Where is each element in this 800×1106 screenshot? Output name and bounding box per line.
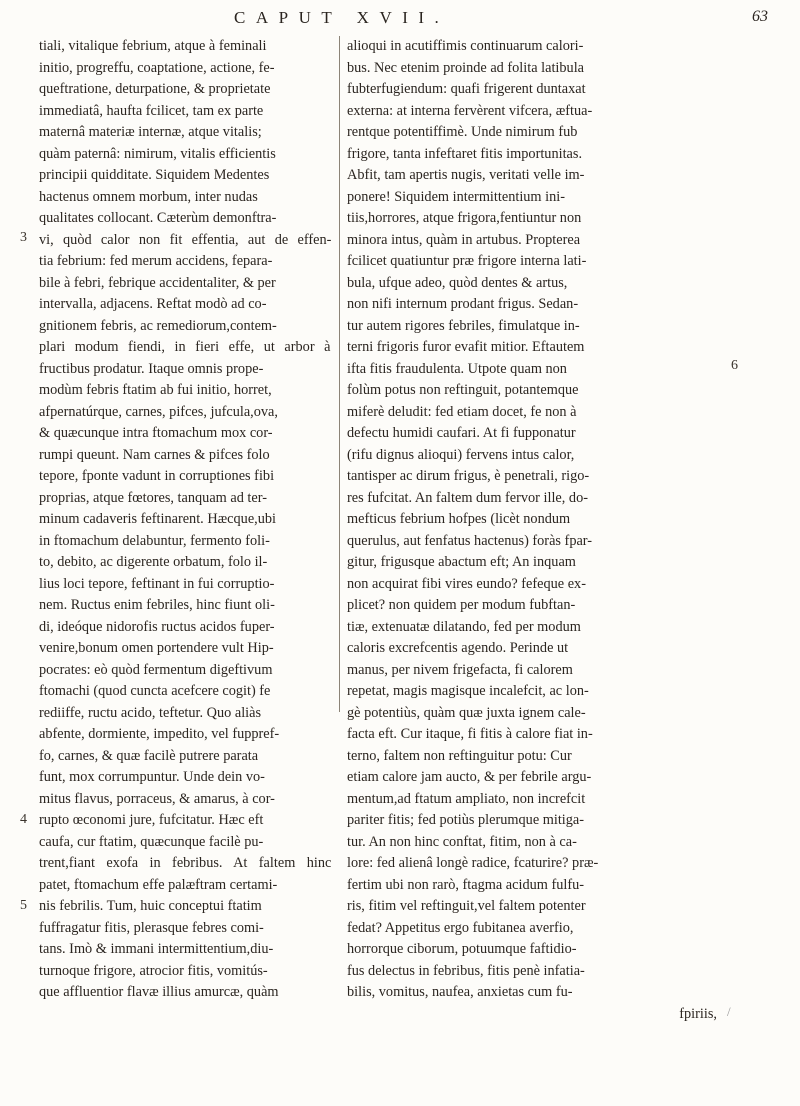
text-line: rupto œconomi jure, fufcitatur. Hæc eft [39, 812, 264, 828]
text-line: bus. Nec etenim proinde ad folita latibula [347, 59, 585, 76]
text-line: immediatâ, haufta fcilicet, tam ex parte [39, 102, 264, 119]
text-line: tantisper ac dirum frigus, è penetrali, rigo- [347, 468, 590, 484]
text-line: queftratione, deturpatione, & proprietate [39, 81, 271, 97]
margin-number: 3 [20, 230, 27, 245]
text-line: tur. An non hinc conftat, fitim, non à ca- [347, 833, 577, 850]
left-column [39, 36, 331, 1004]
text-line: manus, per nivem frigefacta, fi calorem [347, 661, 573, 678]
text-line: folùm potus non reftinguit, potantemque [347, 382, 579, 398]
text-line: maternâ materiæ internæ, atque vitalis; [39, 124, 262, 140]
text-line: proprias, atque fœtores, tanquam ad ter- [39, 489, 267, 506]
text-line: caufa, cur ftatim, quæcunque facilè pu- [39, 833, 264, 850]
text-line: terni frigoris furor evafit mitior. Eftautem [347, 339, 585, 355]
text-line: rentque potentiffimè. Unde nimirum fub [347, 124, 578, 140]
text-line: minum cadaveris feftinarent. Hæcque,ubi [39, 511, 277, 527]
text-line: fructibus prodatur. Itaque omnis prope- [39, 360, 264, 377]
text-line: mentum,ad ftatum ampliato, non increfcit [347, 790, 586, 807]
text-line: fedat? Appetitus ergo fubitanea averfio, [347, 919, 574, 936]
text-line: initio, progreffu, coaptatione, actione, fe- [39, 59, 275, 76]
text-line: quàm paternâ: nimirum, vitalis efficientis [39, 145, 276, 162]
text-line: (rifu dignus alioqui) fervens intus calor, [347, 446, 575, 463]
text-line: minora intus, quàm in artubus. Propterea [347, 231, 581, 248]
text-line: fpiriis, [679, 1005, 717, 1022]
margin-number: 5 [20, 898, 27, 913]
text-line: tiali, vitalique febrium, atque à feminali [39, 38, 267, 54]
text-line: bilis, vomitus, naufea, anxietas cum fu- [347, 984, 573, 1000]
text-line: fertim ubi non rarò, ftagma acidum fulfu- [347, 876, 585, 893]
text-line: tepore, fponte vadunt in corruptiones fibi [39, 468, 275, 484]
text-line: non nifi internum prodant frigus. Sedan- [347, 296, 579, 312]
stray-mark: / [727, 1004, 731, 1019]
text-line: nem. Ructus enim febriles, hinc fiunt oli- [39, 597, 275, 613]
margin-number: 4 [20, 812, 27, 827]
text-line: gè potentiùs, quàm quæ juxta ignem cale- [347, 704, 586, 721]
text-line: alioqui in acutiffimis continuarum calori- [347, 38, 584, 54]
text-line: rediiffe, ructu acido, teftetur. Quo aliàs [39, 704, 262, 721]
text-line: intervalla, adjacens. Reftat modò ad co- [39, 296, 267, 312]
text-line: in ftomachum delabuntur, fermento foli- [39, 532, 270, 549]
margin-number: 6 [731, 358, 738, 373]
text-line: di, ideóque nidorofis ructus acidos fuper- [39, 618, 275, 635]
text-line: qualitates collocant. Cæterùm demonftra- [39, 210, 277, 226]
text-line: fo, carnes, & quæ facilè putrere parata [39, 747, 259, 764]
text-line: funt, mox corrumpuntur. Unde dein vo- [39, 769, 265, 785]
text-line: fcilicet quatiuntur præ frigore interna lati- [347, 253, 587, 269]
text-line: Abfit, tam apertis nugis, veritati velle im- [347, 167, 585, 183]
text-line: facta eft. Cur itaque, fi fitis à calore fiat in- [347, 726, 593, 742]
page-number: 63 [752, 8, 768, 25]
right-column [347, 36, 717, 1025]
text-line: externa: at interna fervèrent vifcera, æftua- [347, 102, 593, 119]
text-line: abfente, dormiente, impedito, vel fuppref- [39, 726, 280, 742]
text-line: res fufcitat. An faltem dum fervor ille, do- [347, 489, 588, 506]
text-line: plicet? non quidem per modum fubftan- [347, 597, 576, 613]
text-line: miferè deludit: fed etiam docet, fe non à [347, 403, 577, 420]
text-line: ponere! Siquidem intermittentium ini- [347, 188, 565, 205]
text-line: etiam calore jam aucto, & per febrile argu- [347, 769, 592, 785]
text-line: tur autem rigores febriles, fimulatque in- [347, 317, 580, 334]
text-line: fus delectus in febribus, fitis penè infatia- [347, 962, 585, 979]
text-line: ris, fitim vel reftinguit,vel faltem potenter [347, 898, 586, 914]
text-line: fubterfugiendum: quafi frigerent duntaxat [347, 81, 586, 97]
text-line: principii quidditate. Siquidem Medentes [39, 167, 270, 183]
text-line: tiæ, extenuatæ dilatando, fed per modum [347, 618, 581, 635]
text-line: turnoque frigore, atrocior fitis, vomitús- [39, 962, 268, 979]
text-line: querulus, aut fenfatus hactenus) foràs fpar- [347, 532, 593, 549]
text-line: nis febrilis. Tum, huic conceptui ftatim [39, 898, 262, 914]
text-line: mefticus febrium hofpes (licèt nondum [347, 511, 571, 527]
text-line: & quæcunque intra ftomachum mox cor- [39, 425, 273, 441]
text-line: plari modum fiendi, in fieri effe, ut arbor à [39, 339, 331, 355]
text-line: bula, ufque adeo, quòd dentes & artus, [347, 274, 568, 291]
text-line: ifta fitis fraudulenta. Utpote quam non [347, 360, 567, 377]
text-line: caloris excrefcentis agendo. Perinde ut [347, 640, 569, 656]
text-line: to, debito, ac digerente orbatum, folo il- [39, 554, 268, 570]
text-line: afpernatúrque, carnes, pifces, jufcula,ova, [39, 403, 278, 420]
text-line: fuffragatur fitis, plerasque febres comi- [39, 919, 264, 936]
text-line: non acquirat fibi vires eundo? fefeque ex- [347, 575, 586, 592]
text-line: defectu humidi caufari. At fi fupponatur [347, 425, 576, 441]
text-line: gitur, frigusque abactum eft; An inquam [347, 554, 576, 570]
text-line: lius loci tepore, feftinant in fui corruptio- [39, 575, 275, 592]
text-line: modùm febris ftatim ab fui initio, horret, [39, 382, 272, 398]
text-line: horrorque ciborum, potuumque faftidio- [347, 941, 577, 957]
text-line: ftomachi (quod cuncta acefcere cogit) fe [39, 683, 271, 699]
text-line: tia febrium: fed merum accidens, fepara- [39, 253, 273, 269]
text-line: hactenus omnem morbum, inter nudas [39, 188, 258, 205]
text-line: que affluentior flavæ illius amurcæ, quàm [39, 984, 279, 1000]
text-line: bile à febri, febrique accidentaliter, & per [39, 274, 276, 291]
text-line: trent,fiant exofa in febribus. At faltem hinc [39, 855, 332, 871]
text-line: rumpi queunt. Nam carnes & pifces folo [39, 446, 270, 463]
text-line: patet, ftomachum effe palæftram certami- [39, 876, 278, 893]
page-header [0, 6, 800, 30]
text-line: pocrates: eò quòd fermentum digeftivum [39, 661, 273, 678]
text-line: venire,bonum omen portendere vult Hip- [39, 640, 274, 656]
text-line: mitus flavus, porraceus, & amarus, à cor- [39, 790, 275, 807]
text-line: repetat, magis magisque incalefcit, ac lon- [347, 683, 589, 699]
text-line: lore: fed alienâ longè radice, fcaturire? præ- [347, 855, 599, 871]
text-line: frigore, tanta infeftaret fitis importunitas. [347, 145, 583, 162]
text-line: tans. Imò & immani intermittentium,diu- [39, 941, 274, 957]
text-line: gnitionem febris, ac remediorum,contem- [39, 317, 277, 334]
text-line: pariter fitis; fed potiùs plerumque mitiga- [347, 812, 585, 828]
column-divider [339, 36, 340, 712]
running-title: CAPUT XVII. [234, 8, 450, 27]
text-line: tiis,horrores, atque frigora,fentiuntur non [347, 210, 582, 226]
text-line: terno, faltem non reftinguitur potu: Cur [347, 747, 572, 764]
text-line: vi, quòd calor non fit effentia, aut de effen- [39, 231, 332, 248]
